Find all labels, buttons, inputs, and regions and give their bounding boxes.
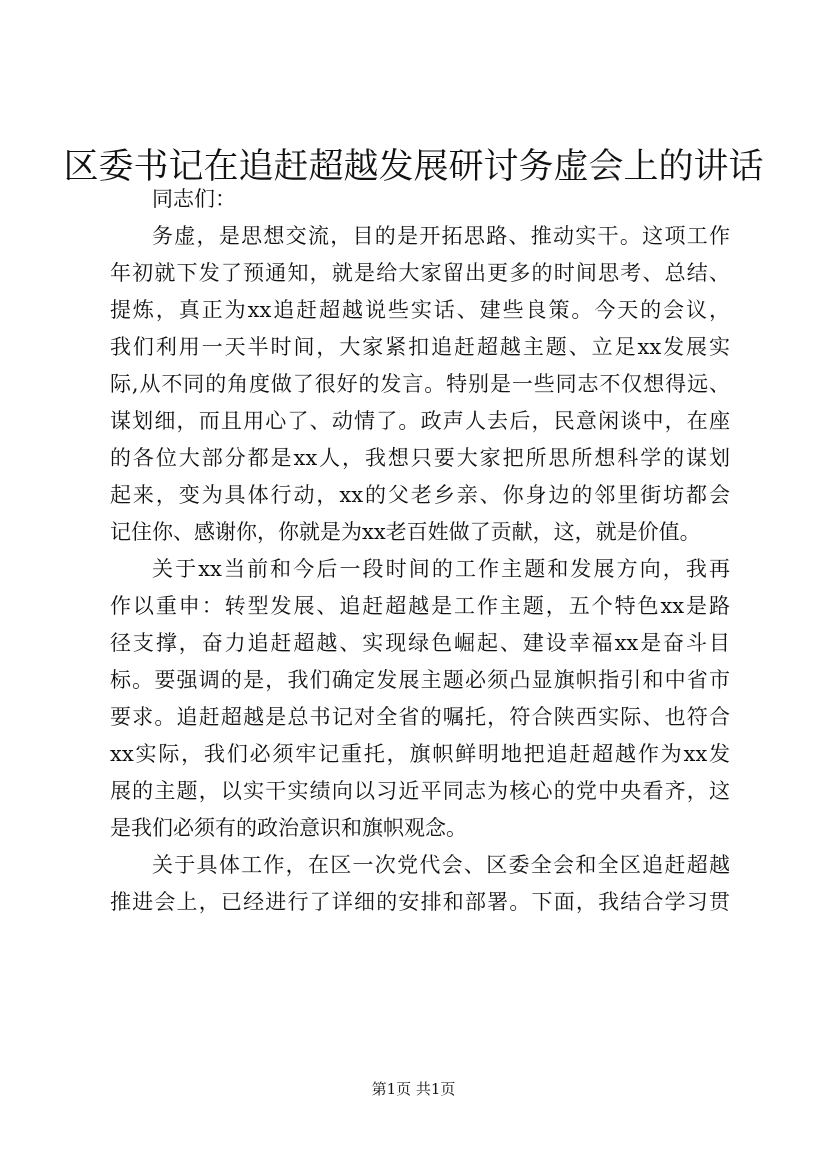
body-line: 是我们必须有的政治意识和旗帜观念。	[110, 816, 467, 840]
body-line: 的各位大部分都是xx人，我想只要大家把所思所想科学的谋划	[110, 446, 730, 470]
body-line: 标。要强调的是，我们确定发展主题必须凸显旗帜指引和中省市	[110, 668, 730, 692]
body-line: 径支撑，奋力追赶超越、实现绿色崛起、建设幸福xx是奋斗目	[110, 631, 730, 655]
body-line: 推进会上，已经进行了详细的安排和部署。下面，我结合学习贯	[110, 890, 730, 914]
body-line: xx实际，我们必须牢记重托，旗帜鲜明地把追赶超越作为xx发	[110, 742, 730, 766]
body-line: 作以重申：转型发展、追赶超越是工作主题，五个特色xx是路	[110, 594, 730, 618]
body-line: 谋划细，而且用心了、动情了。政声人去后，民意闲谈中，在座	[110, 409, 730, 433]
body-line: 记住你、感谢你，你就是为xx老百姓做了贡献，这，就是价值。	[110, 520, 701, 544]
body-line: 展的主题，以实干实绩向以习近平同志为核心的党中央看齐，这	[110, 779, 730, 803]
body-line: 要求。追赶超越是总书记对全省的嘱托，符合陕西实际、也符合	[110, 705, 730, 729]
body-line: 际,从不同的角度做了很好的发言。特别是一些同志不仅想得远、	[110, 372, 730, 396]
body-line: 起来，变为具体行动，xx的父老乡亲、你身边的邻里街坊都会	[110, 483, 730, 507]
body-line: 关于xx当前和今后一段时间的工作主题和发展方向，我再	[152, 557, 730, 581]
document-body	[110, 181, 730, 921]
body-line: 我们利用一天半时间，大家紧扣追赶超越主题、立足xx发展实	[110, 335, 730, 359]
body-line: 关于具体工作，在区一次党代会、区委全会和全区追赶超越	[152, 853, 730, 877]
body-line: 提炼，真正为xx追赶超越说些实话、建些良策。今天的会议，	[110, 298, 730, 322]
document-title: 区委书记在追赶超越发展研讨务虚会上的讲话	[63, 147, 764, 187]
body-line: 务虚，是思想交流，目的是开拓思路、推动实干。这项工作	[152, 224, 730, 248]
body-line: 同志们：	[152, 187, 236, 211]
page-footer: 第1页 共1页	[371, 1080, 456, 1098]
body-line: 年初就下发了预通知，就是给大家留出更多的时间思考、总结、	[110, 261, 730, 285]
